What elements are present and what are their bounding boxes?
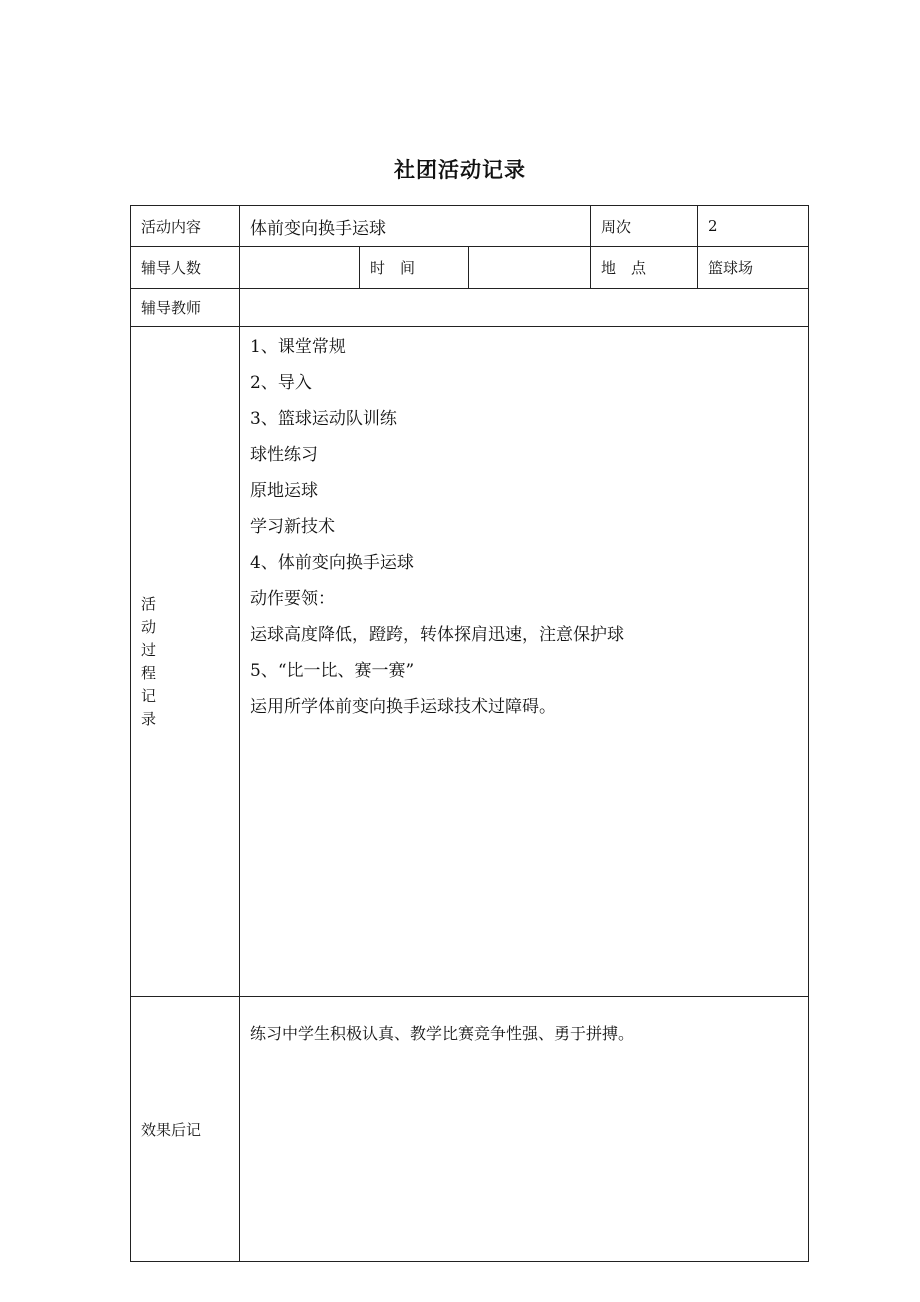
week-value[interactable]: 2: [698, 206, 809, 247]
process-line: 动作要领：: [250, 589, 335, 609]
place-label: 地 点: [591, 247, 698, 289]
activity-record-table: [130, 205, 809, 1262]
table-row: [131, 997, 809, 1262]
tutoring-count-value[interactable]: [240, 247, 360, 289]
activity-content-value[interactable]: 体前变向换手运球: [240, 206, 591, 247]
activity-content-label: 活动内容: [131, 206, 240, 247]
process-record-label: [131, 327, 240, 997]
process-line: 学习新技术: [250, 517, 335, 537]
process-line: 1、课堂常规: [250, 337, 346, 357]
table-row: [131, 247, 809, 289]
tutoring-count-label: 辅导人数: [131, 247, 240, 289]
process-line: 3、篮球运动队训练: [250, 409, 397, 429]
effect-notes-label: 效果后记: [131, 997, 240, 1262]
process-label-char: 程: [141, 663, 157, 682]
process-label-char: 录: [141, 709, 157, 728]
table-row: [131, 327, 809, 997]
week-label: 周次: [591, 206, 698, 247]
time-label: 时 间: [360, 247, 469, 289]
process-line: 原地运球: [250, 481, 318, 501]
process-line: 4、体前变向换手运球: [250, 553, 414, 573]
table-row: [131, 206, 809, 247]
table-row: [131, 289, 809, 327]
time-value[interactable]: [469, 247, 591, 289]
place-value[interactable]: 篮球场: [698, 247, 809, 289]
page-title: 社团活动记录: [394, 158, 526, 182]
process-label-char: 动: [141, 617, 157, 636]
process-label-char: 记: [141, 686, 157, 705]
process-line: 2、导入: [250, 373, 312, 393]
process-record-content[interactable]: [240, 327, 809, 997]
process-line: 运用所学体前变向换手运球技术过障碍。: [250, 697, 556, 717]
process-label-char: 过: [141, 640, 157, 659]
tutor-teacher-label: 辅导教师: [131, 289, 240, 327]
effect-notes-content[interactable]: [240, 997, 809, 1262]
process-line: 运球高度降低，蹬跨，转体探肩迅速，注意保护球: [250, 625, 624, 645]
process-label-char: 活: [141, 594, 157, 613]
tutor-teacher-value[interactable]: [240, 289, 809, 327]
effect-notes-text: 练习中学生积极认真、教学比赛竞争性强、勇于拼搏。: [250, 1024, 635, 1043]
process-line: 球性练习: [250, 445, 318, 465]
process-line: 5、“比一比、赛一赛”: [250, 661, 415, 681]
